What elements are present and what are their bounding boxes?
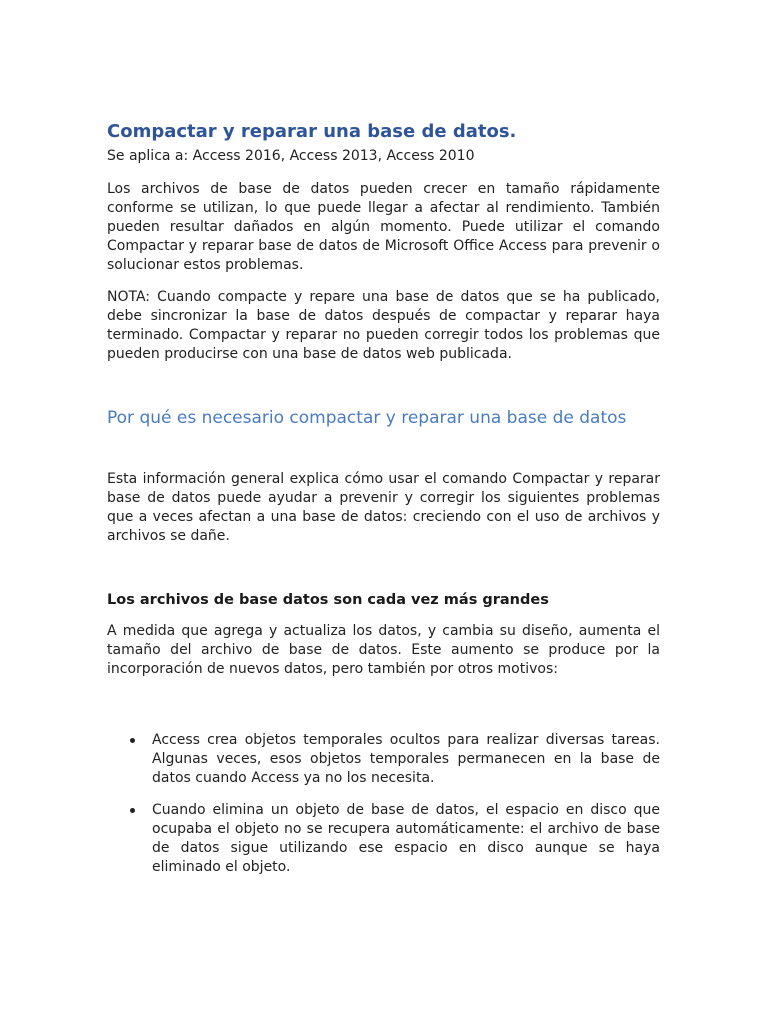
document-title: Compactar y reparar una base de datos. (107, 121, 517, 142)
list-item (107, 801, 660, 877)
bullet-text: Cuando elimina un objeto de base de datos, el espacio en disco que ocupaba el objeto no se recupera automáticamente: el archivo de base de datos sigue utilizando ese espacio en disco aunque se haya eliminado el objeto. (152, 802, 660, 875)
bullet-text: Access crea objetos temporales ocultos para realizar diversas tareas. Algunas veces, esos objetos temporales permanecen en la base de datos cuando Access ya no los necesita. (152, 732, 660, 786)
bullet-icon (130, 738, 135, 743)
list-item (107, 731, 660, 788)
subsection-heading: Los archivos de base datos son cada vez más grandes (107, 592, 549, 608)
bullet-icon (130, 808, 135, 813)
note-paragraph: NOTA: Cuando compacte y repare una base de datos que se ha publicado, debe sincronizar la base de datos después de compactar y reparar haya terminado. Compactar y reparar no pueden corregir todos los problemas que pueden producirse con una base de datos web publicada. (107, 289, 660, 362)
document-content (107, 118, 660, 890)
applies-to-line: Se aplica a: Access 2016, Access 2013, Access 2010 (107, 148, 475, 164)
subsection-paragraph: A medida que agrega y actualiza los datos, y cambia su diseño, aumenta el tamaño del archivo de base de datos. Este aumento se produce por la incorporación de nuevos datos, pero también por otros motivos: (107, 623, 660, 677)
section-heading: Por qué es necesario compactar y reparar una base de datos (107, 408, 627, 428)
bullet-list (107, 731, 660, 877)
section-paragraph: Esta información general explica cómo usar el comando Compactar y reparar base de datos puede ayudar a prevenir y corregir los siguientes problemas que a veces afectan a una base de datos: creciendo con el uso de archivos y archivos se dañe. (107, 471, 660, 544)
intro-paragraph: Los archivos de base de datos pueden crecer en tamaño rápidamente conforme se utilizan, lo que puede llegar a afectar al rendimiento. También pueden resultar dañados en algún momento. Puede utilizar el comando Compactar y reparar base de datos de Microsoft Office Access para prevenir o solucionar estos problemas. (107, 181, 660, 273)
